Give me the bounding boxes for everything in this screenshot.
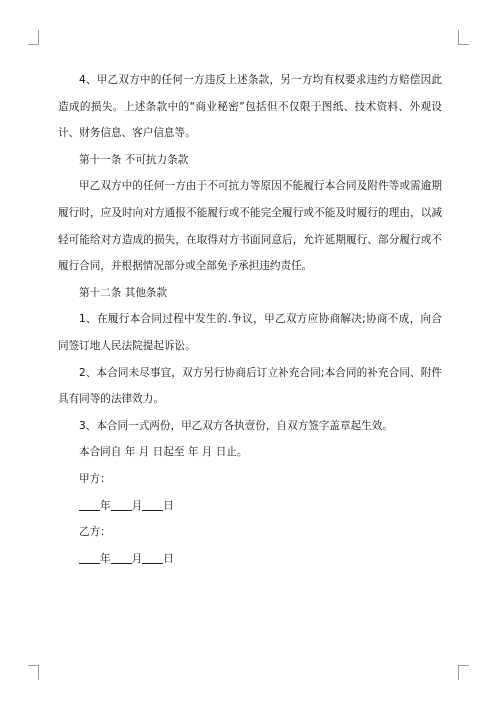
- article-12-item-1: 1、在履行本合同过程中发生的.争议，甲乙双方应协商解决;协商不成，向合同签订地人民法院提起诉讼。: [58, 313, 442, 352]
- article-12-item-2: 2、本合同未尽事宜，双方另行协商后订立补充合同;本合同的补充合同、附件具有同等的法律效力。: [58, 366, 442, 406]
- crop-mark-bottom-left: [28, 665, 39, 680]
- day-blank: [142, 551, 163, 564]
- year-label: 年: [100, 499, 111, 512]
- party-b-date-line: [58, 546, 442, 573]
- crop-mark-bottom-right: [458, 665, 469, 680]
- day-blank: [142, 498, 163, 511]
- month-blank: [111, 551, 132, 564]
- clause-4-trade-secret: 4、甲乙双方中的任何一方违反上述条款，另一方均有权要求违约方赔偿因此造成的损失。上述条款中的“商业秘密”包括但不仅限于图纸、技术资料、外观设计、财务信息、客户信息等。: [58, 74, 442, 140]
- party-a-label: 甲方：: [79, 472, 111, 485]
- article-12-item-3: 3、本合同一式两份，甲乙双方各执壹份，自双方签字盖章起生效。: [79, 419, 393, 432]
- year-label: 年: [100, 552, 111, 565]
- month-label: 月: [131, 552, 143, 565]
- article-11-force-majeure: 甲乙双方中的任何一方由于不可抗力等原因不能履行本合同及附件等或需逾期履行时，应及时向对方通报不能履行或不能完全履行或不能及时履行的理由，以减轻可能给对方造成的损失，在取得对方书面同意后，允许延期履行、部分履行或不履行合同，并根据情况部分或全部免予承担违约责任。: [58, 180, 442, 273]
- crop-mark-top-left: [28, 30, 39, 45]
- month-label: 月: [131, 499, 143, 512]
- party-b-label: 乙方：: [79, 526, 111, 539]
- year-blank: [79, 551, 100, 564]
- contract-term-line: 本合同自 年 月 日起至 年 月 日止。: [79, 446, 248, 459]
- crop-mark-top-right: [458, 30, 469, 45]
- party-a-date-line: [58, 493, 442, 520]
- day-label: 日: [163, 499, 174, 512]
- month-blank: [111, 498, 132, 511]
- year-blank: [79, 498, 100, 511]
- article-11-heading: 第十一条 不可抗力条款: [79, 153, 189, 166]
- day-label: 日: [163, 552, 174, 565]
- article-12-heading: 第十二条 其他条款: [79, 286, 168, 299]
- contract-body: [58, 67, 442, 572]
